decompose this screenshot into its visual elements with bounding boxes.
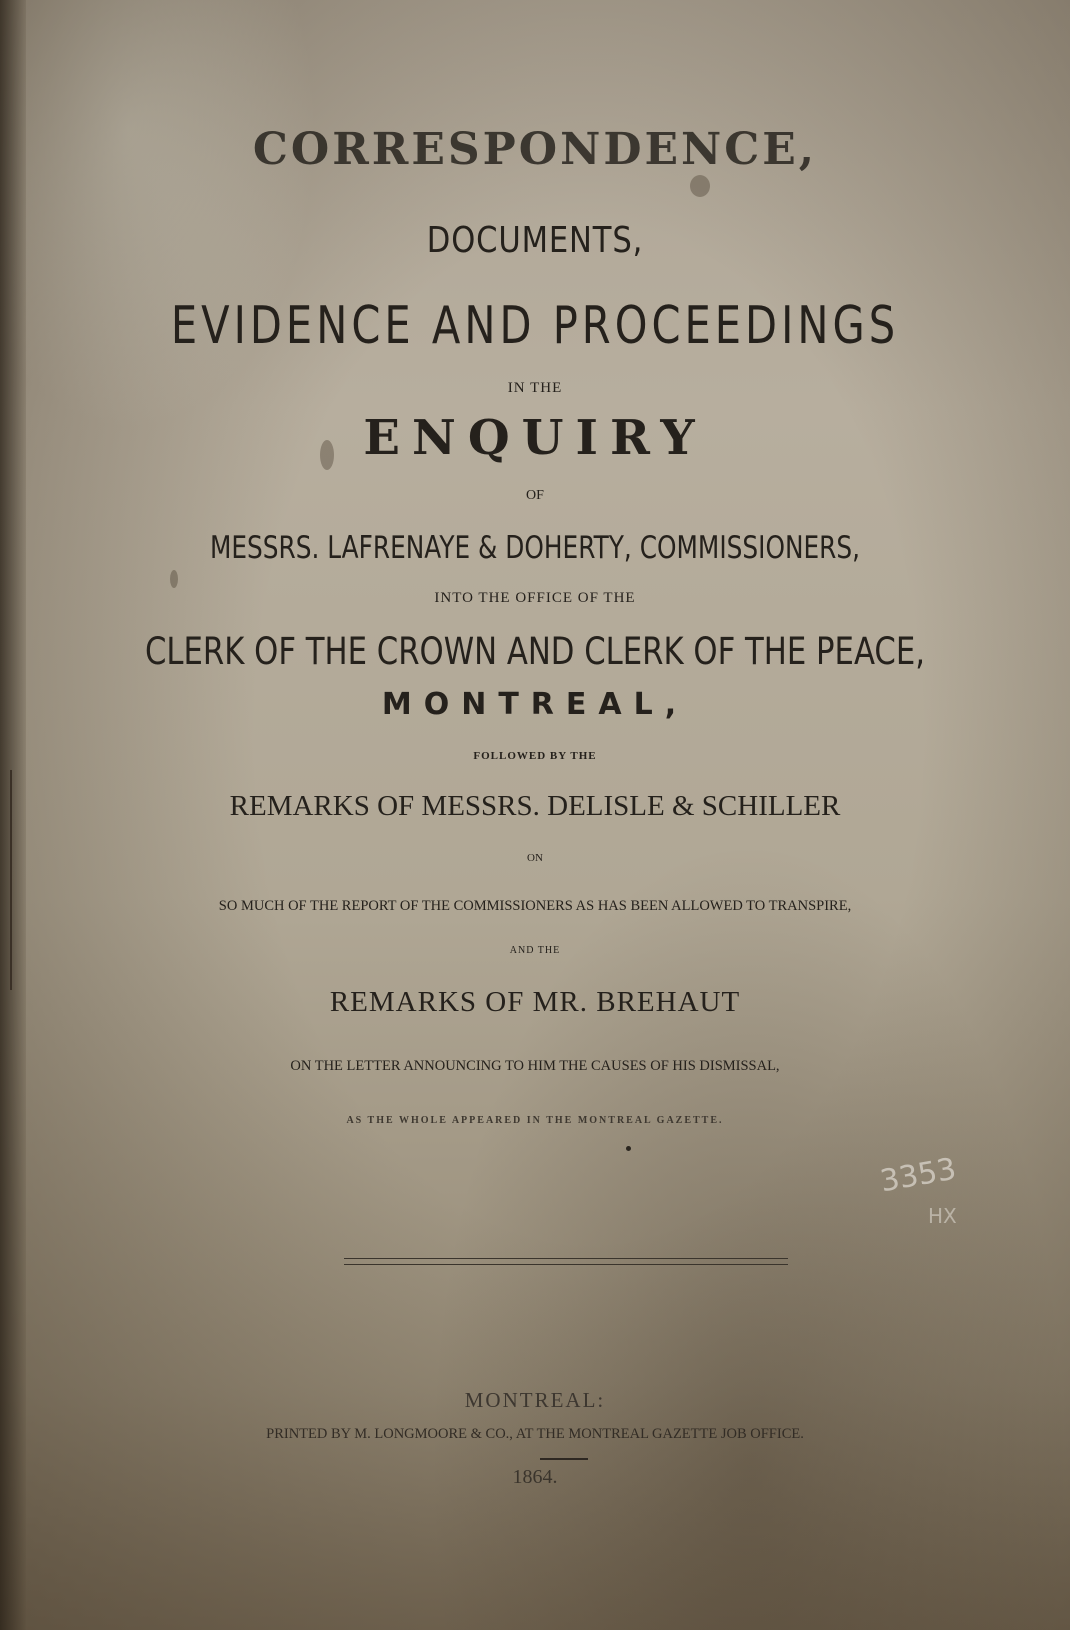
title-correspondence: CORRESPONDENCE, bbox=[252, 124, 818, 175]
remarks-delisle-schiller: REMARKS OF MESSRS. DELISLE & SCHILLER bbox=[229, 790, 841, 822]
title-documents: DOCUMENTS, bbox=[426, 220, 644, 261]
imprint-printer: PRINTED BY M. LONGMOORE & CO., AT THE MONTREAL GAZETTE JOB OFFICE. bbox=[266, 1426, 804, 1442]
title-enquiry: ENQUIRY bbox=[363, 410, 707, 466]
double-rule-bottom bbox=[344, 1264, 788, 1265]
double-rule-top bbox=[344, 1258, 788, 1259]
connector-followed-by: FOLLOWED BY THE bbox=[473, 750, 597, 762]
foxing-stain bbox=[170, 570, 178, 588]
connector-and-the: AND THE bbox=[509, 945, 561, 956]
foxing-stain bbox=[690, 175, 710, 197]
imprint-year: 1864. bbox=[512, 1466, 558, 1488]
pencil-annotation-number: 3353 bbox=[877, 1151, 959, 1200]
report-line: SO MUCH OF THE REPORT OF THE COMMISSIONERS AS HAS BEEN ALLOWED TO TRANSPIRE, bbox=[218, 898, 852, 914]
connector-in-the: IN THE bbox=[507, 380, 563, 396]
connector-on: ON bbox=[527, 852, 543, 864]
commissioners-line: MESSRS. LAFRENAYE & DOHERTY, COMMISSIONERS, bbox=[209, 530, 861, 566]
title-evidence-and-proceedings: EVIDENCE AND PROCEEDINGS bbox=[170, 296, 900, 356]
place-montreal: MONTREAL, bbox=[381, 687, 689, 722]
dismissal-letter-line: ON THE LETTER ANNOUNCING TO HIM THE CAUSES OF HIS DISMISSAL, bbox=[290, 1058, 780, 1074]
imprint-rule bbox=[540, 1458, 588, 1460]
ornament-dot bbox=[626, 1146, 631, 1151]
remarks-brehaut: REMARKS OF MR. BREHAUT bbox=[329, 986, 741, 1018]
pencil-annotation-code: HX bbox=[928, 1204, 957, 1228]
office-clerk-line: CLERK OF THE CROWN AND CLERK OF THE PEACE, bbox=[144, 630, 926, 673]
connector-into-the-office: INTO THE OFFICE OF THE bbox=[434, 590, 636, 606]
connector-of: OF bbox=[526, 488, 544, 503]
imprint-city: MONTREAL: bbox=[464, 1388, 606, 1412]
gazette-note: AS THE WHOLE APPEARED IN THE MONTREAL GAZETTE. bbox=[346, 1115, 724, 1126]
